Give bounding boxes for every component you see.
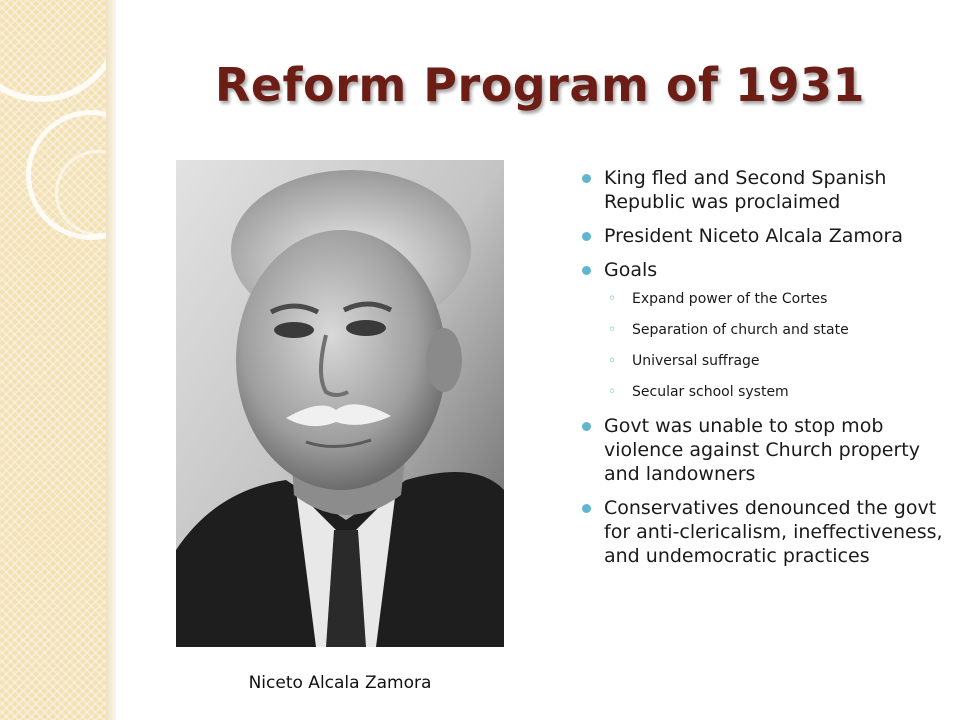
bullet-list: [582, 166, 954, 578]
sub-bullet-item: [604, 321, 954, 339]
sub-bullet-text: Secular school system: [632, 384, 789, 400]
bullet-item: [582, 224, 954, 248]
portrait-image: [176, 160, 504, 647]
bullet-text: Goals: [604, 259, 658, 281]
decorative-side-strip: [0, 0, 106, 720]
sub-bullet-item: [604, 290, 954, 308]
portrait-photo: [176, 160, 504, 647]
sub-bullet-text: Separation of church and state: [632, 322, 849, 338]
side-strip-edge: [106, 0, 116, 720]
photo-caption: Niceto Alcala Zamora: [248, 673, 432, 693]
sub-bullet-text: Expand power of the Cortes: [632, 291, 828, 307]
sub-bullet-item: [604, 383, 954, 401]
bullet-text: King fled and Second Spanish Republic was proclaimed: [604, 167, 887, 213]
sub-bullet-item: [604, 352, 954, 370]
bullet-item: [582, 496, 954, 568]
bullet-text: Govt was unable to stop mob violence against Church property and landowners: [604, 415, 920, 485]
bullet-item: [582, 414, 954, 486]
slide-title: Reform Program of 1931: [214, 58, 866, 112]
sub-bullet-text: Universal suffrage: [632, 353, 760, 369]
bullet-text: President Niceto Alcala Zamora: [604, 225, 903, 247]
bullet-item: [582, 258, 954, 401]
decorative-ring: [0, 0, 106, 102]
sub-bullet-list: [604, 290, 954, 401]
bullet-item: [582, 166, 954, 214]
bullet-text: Conservatives denounced the govt for anti-clericalism, ineffectiveness, and undemocratic practices: [604, 497, 943, 567]
